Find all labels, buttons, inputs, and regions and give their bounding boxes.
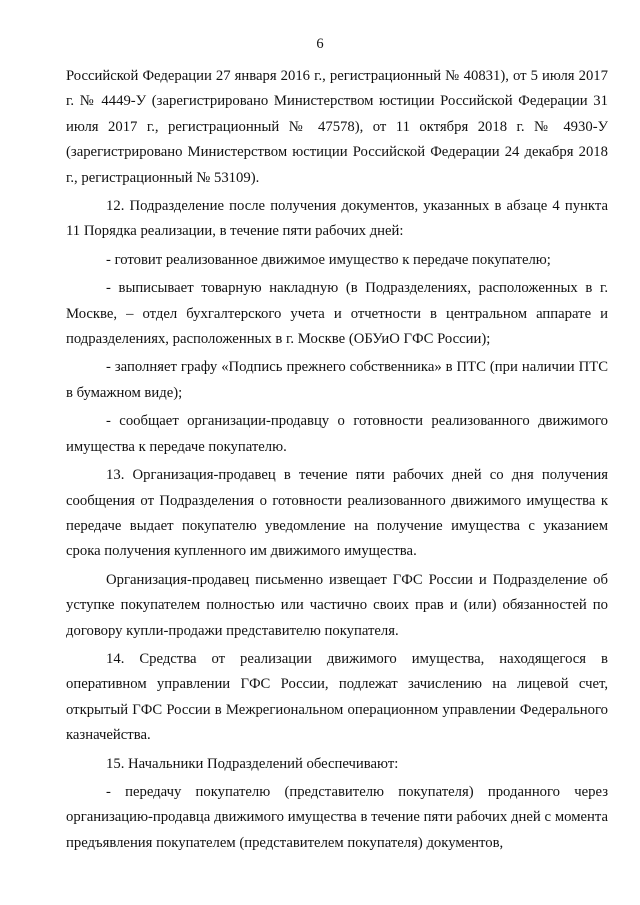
paragraph-bullet-prepare: - готовит реализованное движимое имущество к передаче покупателю; [106, 251, 551, 268]
document-body [66, 64, 608, 856]
page-number: 6 [316, 36, 324, 52]
paragraph-item-12: 12. Подразделение после получения документов, указанных в абзаце 4 пункта 11 Порядка реализации, в течение пяти рабочих дней: [66, 198, 608, 240]
paragraph-bullet-pts: - заполняет графу «Подпись прежнего собственника» в ПТС (при наличии ПТС в бумажном виде); [66, 359, 608, 401]
paragraph-item-15: 15. Начальники Подразделений обеспечивают: [106, 755, 399, 772]
paragraph-bullet-transfer: - передачу покупателю (представителю покупателя) проданного через организацию-продавца движимого имущества в течение пяти рабочих дней с момента предъявления покупателем (представителем покупателя) документов, [66, 783, 608, 851]
paragraph-item-13: 13. Организация-продавец в течение пяти рабочих дней со дня получения сообщения от Подразделения о готовности реализованного движимого имущества к передаче выдает покупателю уведомление на получение имущества с указанием срока получения купленного им движимого имущества. [66, 467, 608, 560]
paragraph-seller-notice: Организация-продавец письменно извещает ГФС России и Подразделение об уступке покупателем полностью или частично своих прав и (или) обязанностей по договору купли-продажи представителю покупателя. [66, 571, 608, 639]
paragraph-bullet-invoice: - выписывает товарную накладную (в Подразделениях, расположенных в г. Москве, – отдел бухгалтерского учета и отчетности в центральном аппарате и подразделениях, расположенных в г. Москве (ОБУиО ГФС России); [66, 280, 608, 348]
paragraph-continuation: Российской Федерации 27 января 2016 г., регистрационный № 40831), от 5 июля 2017 г. № 4449-У (зарегистрировано Министерством юстиции Российской Федерации 31 июля 2017 г., регистрационный № 47578), от 11 октября 2018 г. № 4930-У (зарегистрировано Министерством юстиции Российской Федерации 24 декабря 2018 г., регистрационный № 53109). [66, 68, 608, 186]
paragraph-bullet-notify: - сообщает организации-продавцу о готовности реализованного движимого имущества к передаче покупателю. [66, 413, 608, 455]
paragraph-item-14: 14. Средства от реализации движимого имущества, находящегося в оперативном управлении ГФС России, подлежат зачислению на лицевой счет, открытый ГФС России в Межрегиональном операционном управлении Федерального казначейства. [66, 650, 608, 744]
